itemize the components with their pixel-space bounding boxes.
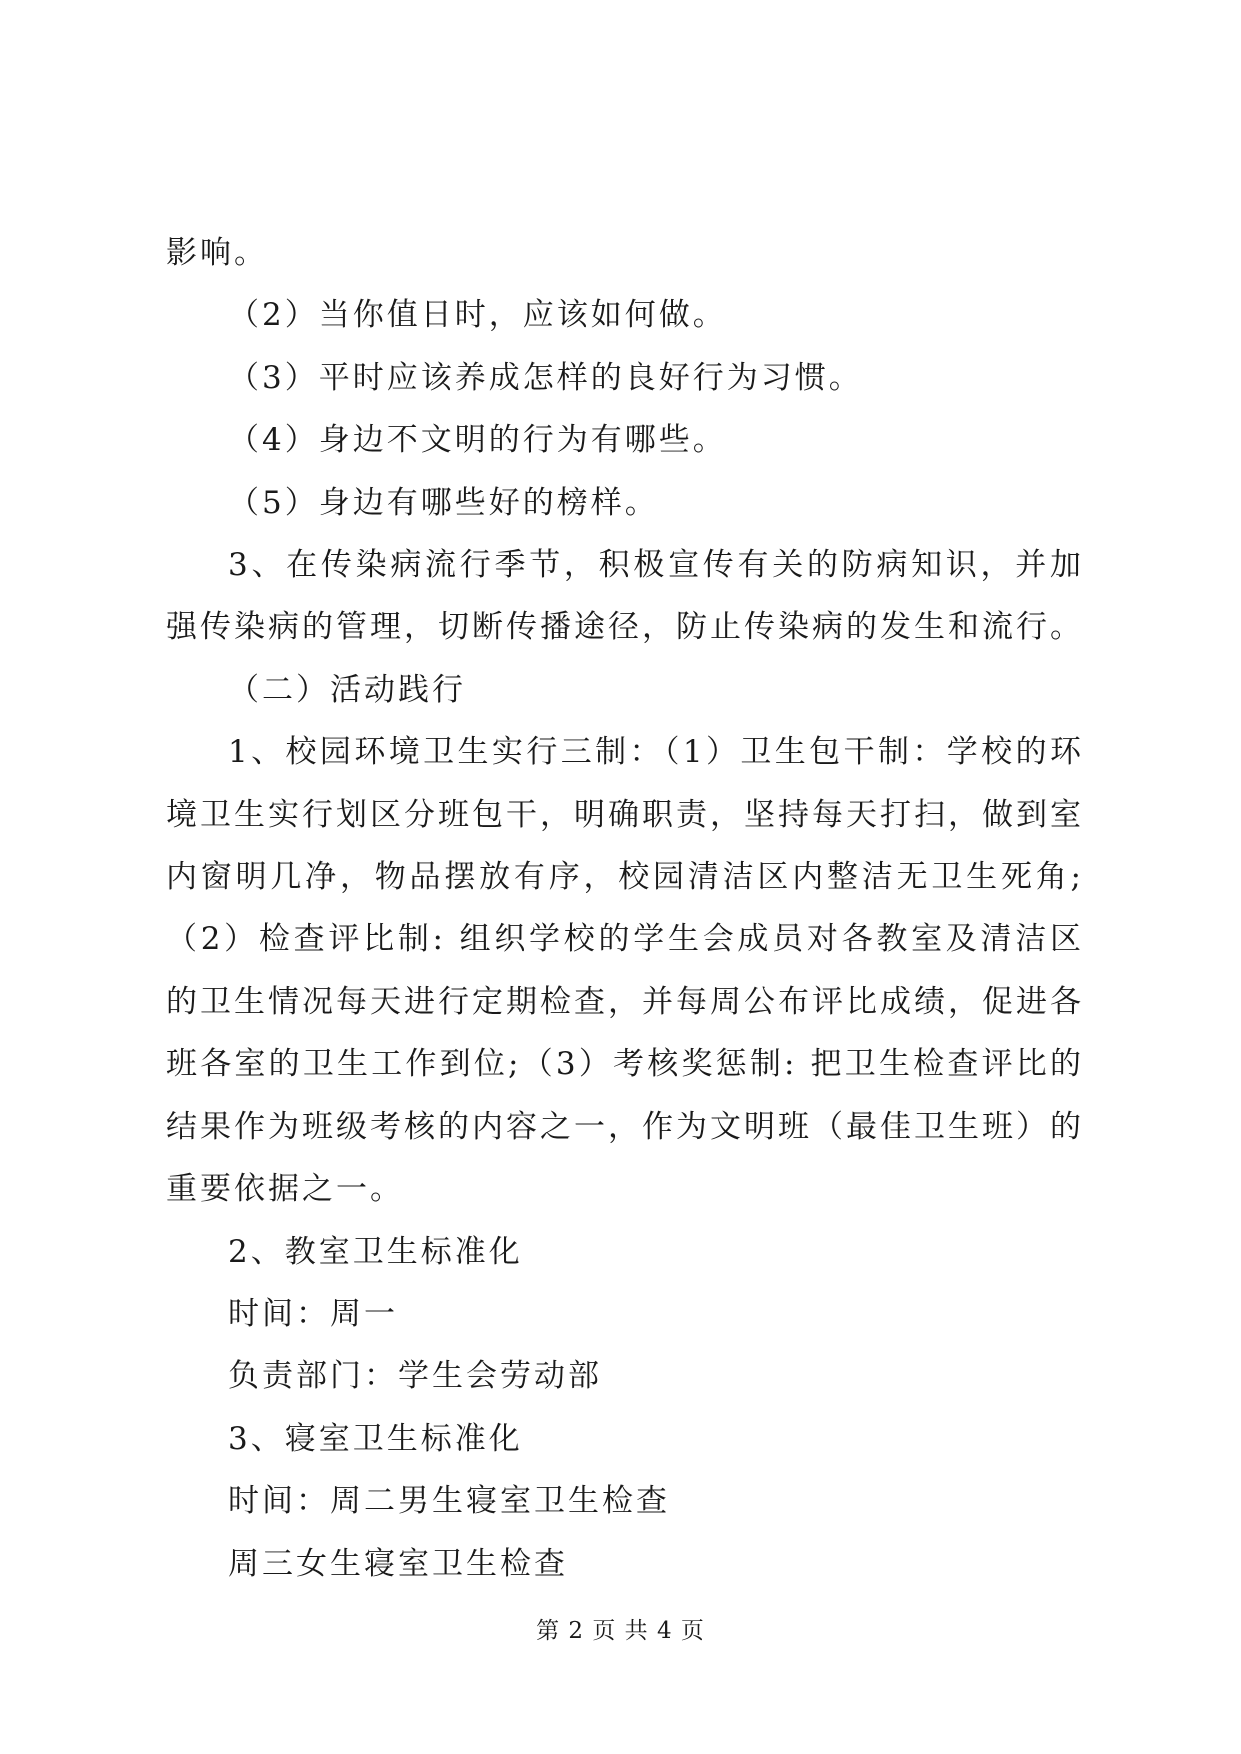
question-item-2: （2）当你值日时，应该如何做。 <box>228 297 727 334</box>
item-classroom-hygiene: 2、教室卫生标准化 <box>228 1233 523 1270</box>
paragraph-disease-prevention: 3、在传染病流行季节，积极宣传有关的防病知识，并加强传染病的管理，切断传播途径，防止传染病的发生和流行。 <box>166 547 1084 646</box>
document-body <box>166 222 1084 1595</box>
item-dorm-hygiene: 3、寝室卫生标准化 <box>228 1420 523 1457</box>
dorm-time-female: 周三女生寝室卫生检查 <box>228 1545 568 1582</box>
classroom-time: 时间：周一 <box>228 1295 398 1332</box>
classroom-department: 负责部门：学生会劳动部 <box>228 1358 602 1395</box>
question-item-3: （3）平时应该养成怎样的良好行为习惯。 <box>228 359 863 396</box>
page-number-footer: 第 2 页 共 4 页 <box>536 1618 705 1644</box>
paragraph-campus-hygiene: 1、校园环境卫生实行三制：（1）卫生包干制：学校的环境卫生实行划区分班包干，明确职责，坚持每天打扫，做到室内窗明几净，物品摆放有序，校园清洁区内整洁无卫生死角;（2）检查评比制: 组织学校的学生会成员对各教室及清洁区的卫生情况每天进行定期检查，并每周公布评比成绩，促进各班各室的卫生工作到位;（3）考核奖惩制: 把卫生检查评比的结果作为班级考核的内容之一，作为文明班（最佳卫生班）的重要依据之一。 <box>166 734 1084 1208</box>
paragraph-continuation: 影响。 <box>166 235 268 271</box>
question-item-5: （5）身边有哪些好的榜样。 <box>228 484 659 521</box>
section-heading-activity: （二）活动践行 <box>228 671 466 708</box>
dorm-time-male: 时间：周二男生寝室卫生检查 <box>228 1483 670 1520</box>
question-item-4: （4）身边不文明的行为有哪些。 <box>228 422 727 459</box>
